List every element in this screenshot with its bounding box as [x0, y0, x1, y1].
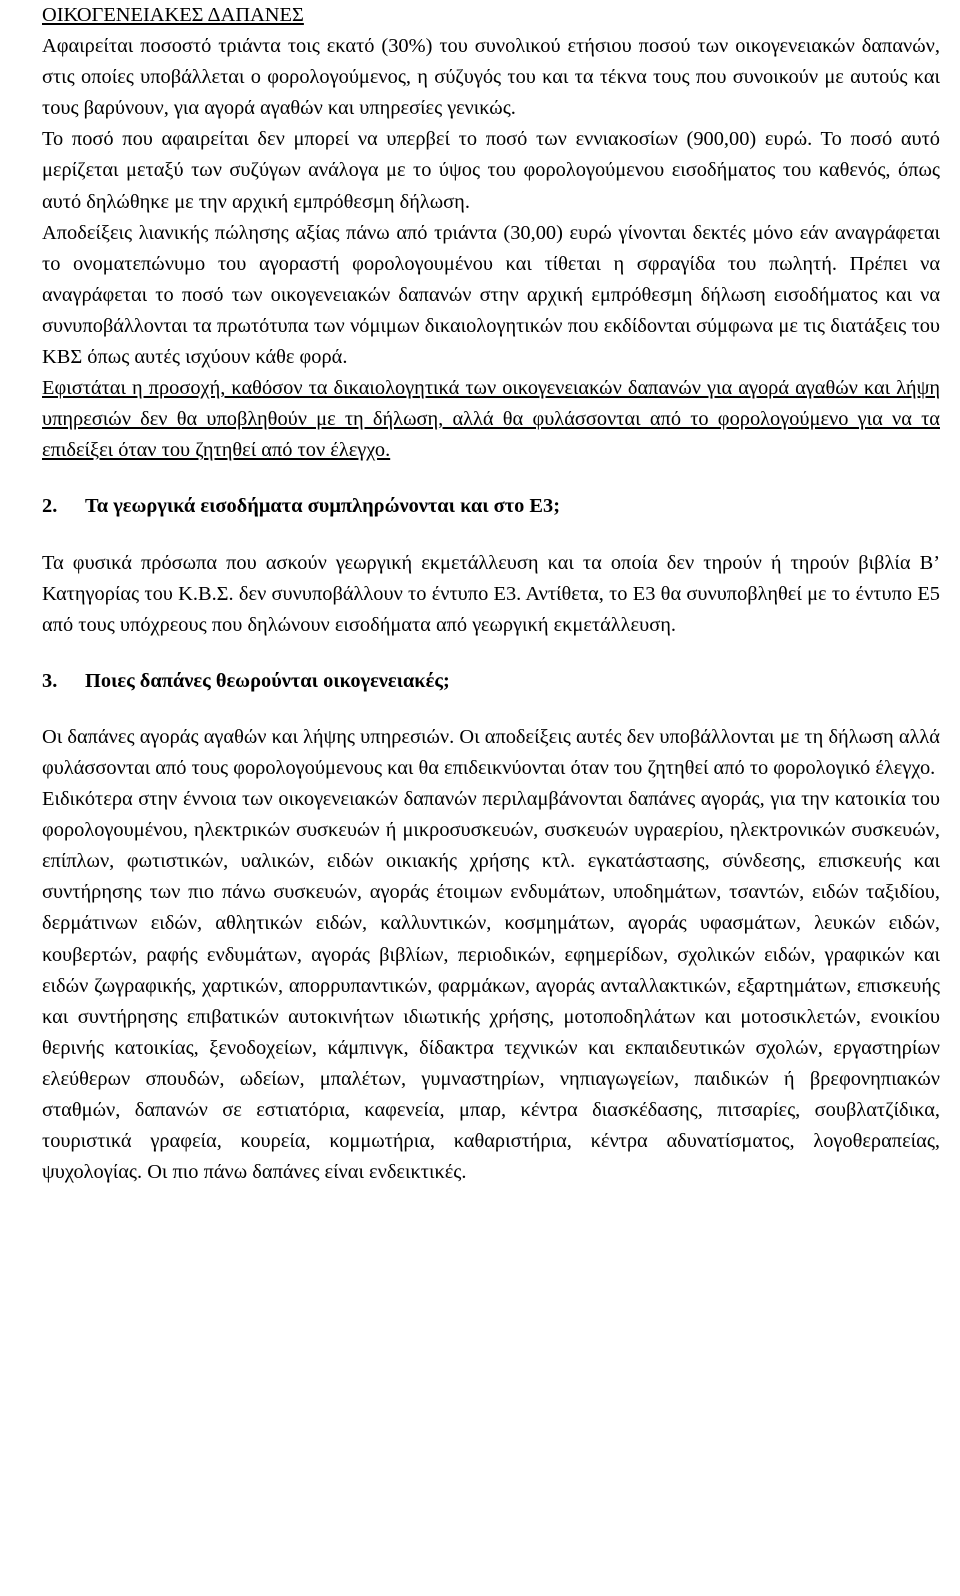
section-title: ΟΙΚΟΓΕΝΕΙΑΚΕΣ ΔΑΠΑΝΕΣ — [42, 4, 304, 26]
item-3-number: 3. — [42, 669, 58, 692]
item-2-paragraph: Τα φυσικά πρόσωπα που ασκούν γεωργική εκμετάλλευση και τα οποία δεν τηρούν ή τηρούν βιβλία Β’ Κατηγορίας του Κ.Β.Σ. δεν συνυποβάλλουν το έντυπο Ε3. Αντίθετα, το Ε3 θα συνυποβληθεί με το έντυπο Ε5 από τους υπόχρεους που δηλώνουν εισοδήματα από γεωργική εκμετάλλευση. — [42, 551, 940, 636]
item-2-title: Τα γεωργικά εισοδήματα συμπληρώνονται και στο Ε3; — [85, 495, 560, 518]
intro-paragraph-2: Το ποσό που αφαιρείται δεν μπορεί να υπερβεί το ποσό των εννιακοσίων (900,00) ευρώ. Το ποσό αυτό μερίζεται μεταξύ των συζύγων ανάλογα με το ύψος του φορολογούμενου εισοδήματος του καθενός, όπως αυτό δηλώθηκε με την αρχική εμπρόθεσμη δήλωση. — [42, 128, 940, 213]
intro-paragraph-1: Αφαιρείται ποσοστό τριάντα τοις εκατό (30%) του συνολικού ετήσιου ποσού των οικογενειακών δαπανών, στις οποίες υποβάλλεται ο φορολογούμενος, η σύζυγός του και τα τέκνα τους που συνοικούν με αυτούς και τους βαρύνουν, για αγορά αγαθών και υπηρεσίες γενικώς. — [42, 35, 940, 120]
item-3-paragraph-2: Ειδικότερα στην έννοια των οικογενειακών δαπανών περιλαμβάνονται δαπάνες αγοράς, για την κατοικία του φορολογουμένου, ηλεκτρικών συσκευών ή μικροσυσκευών, συσκευών υγραερίου, ηλεκτρονικών συσκευών, επίπλων, φωτιστικών, υαλικών, ειδών οικιακής χρήσης κτλ. εγκατάστασης, σύνδεσης, επισκευής και συντήρησης των πιο πάνω συσκευών, αγοράς έτοιμων ενδυμάτων, υποδημάτων, τσαντών, ειδών ταξιδίου, δερμάτινων ειδών, αθλητικών ειδών, καλλυντικών, κοσμημάτων, αγοράς υφασμάτων, λευκών ειδών, κουβερτών, ραφής ενδυμάτων, αγοράς βιβλίων, περιοδικών, εφημερίδων, σχολικών ειδών, γραφικών και ειδών ζωγραφικής, χαρτικών, απορρυπαντικών, φαρμάκων, αγοράς ανταλλακτικών, εξαρτημάτων, επισκευής και συντήρησης επιβατικών αυτοκινήτων ιδιωτικής χρήσης, μοτοποδηλάτων και μοτοσικλετών, ενοικίου θερινής κατοικίας, ξενοδοχείων, κάμπινγκ, δίδακτρα τεχνικών και εκπαιδευτικών σχολών, εργαστηρίων ελεύθερων σπουδών, ωδείων, μπαλέτων, γυμναστηρίων, νηπιαγωγείων, παιδικών ή βρεφονηπιακών σταθμών, δαπανών σε εστιατόρια, καφενεία, μπαρ, κέντρα διασκέδασης, πιτσαρίες, σουβλατζίδικα, τουριστικά γραφεία, κουρεία, κομμωτήρια, καθαριστήρια, κέντρα αδυνατίσματος, λογοθεραπείας, ψυχολογίας. Οι πιο πάνω δαπάνες είναι ενδεικτικές. — [42, 788, 940, 1184]
document-body — [42, 0, 940, 1188]
item-3-heading — [42, 666, 940, 697]
intro-paragraph-3: Αποδείξεις λιανικής πώλησης αξίας πάνω από τριάντα (30,00) ευρώ γίνονται δεκτές μόνο εάν αναγράφεται το ονοματεπώνυμο του αγοραστή φορολογουμένου και τίθεται η σφραγίδα του πωλητή. Πρέπει να αναγράφεται το ποσό των οικογενειακών δαπανών στην αρχική εμπρόθεσμη δήλωση εισοδήματος και να συνυποβάλλονται τα πρωτότυπα των νόμιμων δικαιολογητικών που εκδίδονται σύμφωνα με τις διατάξεις του ΚΒΣ όπως αυτές ισχύουν κάθε φορά. — [42, 221, 940, 369]
intro-paragraph-4-notice: Εφιστάται η προσοχή, καθόσον τα δικαιολογητικά των οικογενειακών δαπανών για αγορά αγαθών και λήψη υπηρεσιών δεν θα υποβληθούν με τη δήλωση, αλλά θα φυλάσσονται από το φορολογούμενο για να τα επιδείξει όταν του ζητηθεί από τον έλεγχο. — [42, 377, 940, 462]
item-3-paragraph-1: Οι δαπάνες αγοράς αγαθών και λήψης υπηρεσιών. Οι αποδείξεις αυτές δεν υποβάλλονται με τη δήλωση αλλά φυλάσσονται από τους φορολογούμενους και θα επιδεικνύονται όταν του ζητηθεί από το φορολογικό έλεγχο. — [42, 725, 940, 779]
item-2-heading — [42, 491, 940, 522]
item-3-title: Ποιες δαπάνες θεωρούνται οικογενειακές; — [85, 669, 450, 692]
item-2-number: 2. — [42, 495, 58, 518]
